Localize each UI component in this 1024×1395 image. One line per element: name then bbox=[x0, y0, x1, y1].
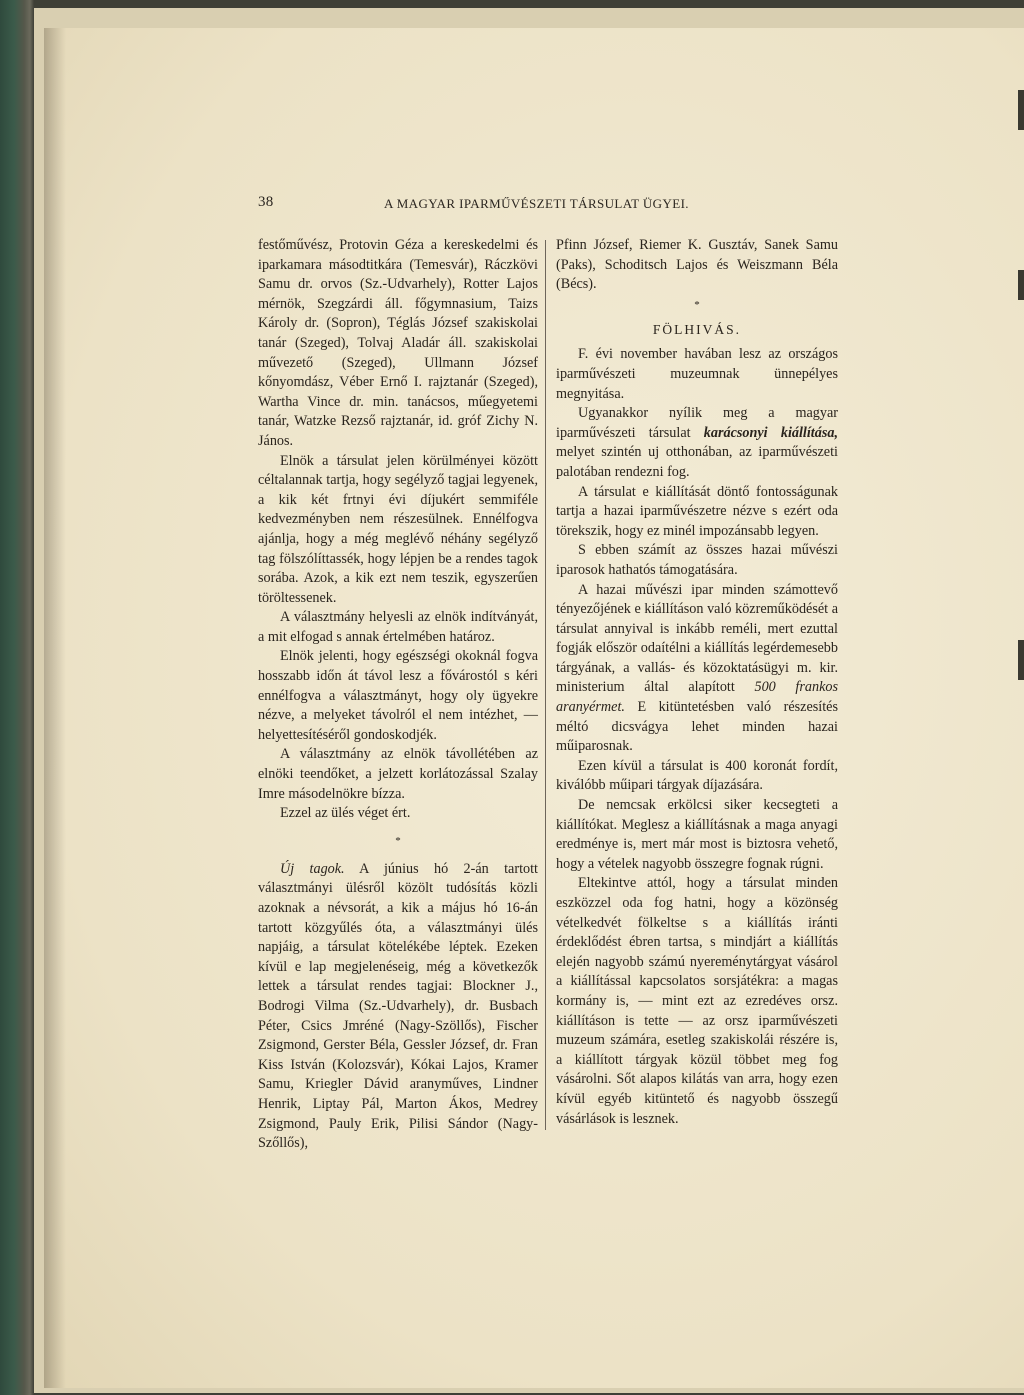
paragraph: A választmány helyesli az elnök indítványát, a mit elfogad s annak értelmében határoz. bbox=[258, 609, 538, 645]
page-clip bbox=[1018, 640, 1024, 680]
section-separator: * bbox=[395, 834, 401, 847]
paragraph: Elnök jelenti, hogy egészségi okoknál fogva hosszabb időn át távol lesz a fővárostól s kéri ennélfogva a választmányt, hogy oly ügyekre nézve, a melyeket távolról el nem intézhet, — helyettesítéséről gondoskodjék. bbox=[258, 648, 538, 743]
paragraph bbox=[556, 404, 838, 482]
paragraph-text: Ugyanakkor nyílik meg a magyar iparművészeti társulat bbox=[556, 405, 838, 441]
paragraph: Pfinn József, Riemer K. Gusztáv, Sanek Samu (Paks), Schoditsch Lajos és Weiszmann Béla (Bécs). bbox=[556, 237, 838, 293]
paragraph: Elnök a társulat jelen körülményei között céltalannak tartja, hogy segélyző tagjai legyenek, a kik két frtnyi évi díjukért semmiféle kedvezményben nem részesülnek. Ennélfogva ajánlja, hogy a még meglévő néhány segélyző tag fölszólíttassék, hogy lépjen be a rendes tagok sorába. Azok, a kik ezt nem teszik, egyszerűen töröltessenek. bbox=[258, 452, 538, 606]
page-clip bbox=[1018, 90, 1024, 130]
paragraph: Ezzel az ülés véget ért. bbox=[280, 805, 411, 822]
column-divider bbox=[545, 240, 546, 1130]
paragraph: Ezen kívül a társulat is 400 koronát fordít, kiválóbb műipari tárgyak díjazására. bbox=[556, 757, 838, 794]
paragraph bbox=[556, 581, 838, 757]
paragraph: F. évi november havában lesz az országos iparművészeti muzeumnak ünnepélyes megnyitása. bbox=[556, 346, 838, 402]
page-clip bbox=[1018, 270, 1024, 300]
section-heading: FÖLHIVÁS. bbox=[652, 321, 742, 337]
paragraph-text: A június hó 2-án tartott választmányi ülésről közölt tudósítás közli azoknak a névsorát, a kik a május hó 16-án tartott közgyűlés óta, a választmányi ülés napjáig, a társulat kötelékébe léptek. Ezeken kívül e lap megjelenéseig, még a következők lettek a társulat rendes tagjai: Blockner J., Bodrogi Vilma (Sz.-Udvarhely), dr. Busbach Péter, Csics Jmréné (Nagy-Szöllős), Fischer Zsigmond, Gerster Béla, Gessler József, dr. Fran Kiss István (Kolozsvár), Kókai Lajos, Kramer Samu, Kriegler Dávid aranyműves, Lindner Henrik, Liptay Pál, Marton Ákos, Medrey Zsigmond, Pauly Erik, Pilisi Sándor (Nagy-Szőllős), bbox=[258, 860, 538, 1152]
paragraph: De nemcsak erkölcsi siker kecsegteti a kiállítókat. Meglesz a kiállításnak a maga anyagi eredménye is, mert már most is biztosra vehető, hogy a vételek nagyobb összegre fognak rúgni. bbox=[556, 797, 838, 872]
paragraph-text: A hazai művészi ipar minden számottevő tényezőjének e kiállításon való közreműködését a társulat annyival is inkább reméli, mert ezuttal fogják először odaítélni a kiállítás legérdemesebb tárgyának, a vallás- és közoktatásügyi m. kir. ministerium által alapított bbox=[556, 581, 838, 696]
section-separator: * bbox=[694, 298, 700, 311]
paragraph: S ebben számít az összes hazai művészi iparosok hathatós támogatására. bbox=[556, 542, 838, 578]
section-lead: Új tagok. bbox=[280, 860, 345, 877]
emphasis: karácsonyi kiállítása, bbox=[703, 424, 838, 441]
paragraph: A társulat e kiállítását döntő fontosságunak tartja a hazai iparművészetre nézve s ezért oda törekszik, hogy ez minél impozánsabb legyen. bbox=[556, 483, 838, 539]
paragraph: A választmány az elnök távollétében az elnöki teendőket, a jelzett korlátozással Szalay Imre másodelnökre bízza. bbox=[258, 746, 538, 802]
page-number: 38 bbox=[258, 194, 274, 210]
paragraph: Eltekintve attól, hogy a társulat minden eszközzel oda fog hatni, hogy a közönség vételkedvét fölkeltse s a kiállítás iránti érdeklődést ébren tartsa, s mindjárt a kiállítás elején nagyobb számú nyereménytárgyat vásárol a kiállítással kapcsolatos sorsjátékra: a magas kormány is, — mint ezt az ezredéves orsz. kiállításon is tette — az orsz iparművészeti muzeum számára, esetleg szakiskolái részére is, a kiállított tárgyak közül többet meg fog vásárolni. Sőt alapos kilátás van arra, hogy ezen kívül egyéb kitüntető és nagyobb összegű vásárlások is lesznek. bbox=[556, 875, 838, 1127]
left-column bbox=[258, 236, 538, 1154]
right-column bbox=[556, 236, 838, 1129]
gutter-shadow bbox=[44, 28, 66, 1388]
emphasis: 500 frankos aranyérmet. bbox=[556, 679, 838, 716]
paragraph: festőművész, Protovin Géza a kereskedelmi és iparkamara másodtitkára (Temesvár), Ráczkövi Samu dr. orvos (Sz.-Udvarhely), Rotter Lajos mérnök, Szegzárdi áll. főgymnasium, Taizs Károly dr. (Sopron), Téglás József szakiskolai tanár (Szeged), Tolvaj Aladár áll. szakiskolai művezető (Szeged), Ullmann József kőnyomdász, Véber Ernő I. rajztanár (Szeged), Wartha Vince dr. min. tanácsos, műegyetemi tanár, Watzke Rezső rajztanár, id. gróf Zichy N. János. bbox=[258, 237, 538, 449]
paragraph-text: melyet szintén uj otthonában, az iparművészeti palotában rendezni fog. bbox=[556, 444, 838, 480]
running-title: A MAGYAR IPARMŰVÉSZETI TÁRSULAT ÜGYEI. bbox=[384, 196, 689, 211]
running-head bbox=[258, 194, 838, 214]
paragraph-new-members bbox=[258, 860, 538, 1154]
paragraph-text: E kitüntetésben való részesítés méltó dicsvágya lehet minden hazai műiparosnak. bbox=[556, 699, 838, 755]
